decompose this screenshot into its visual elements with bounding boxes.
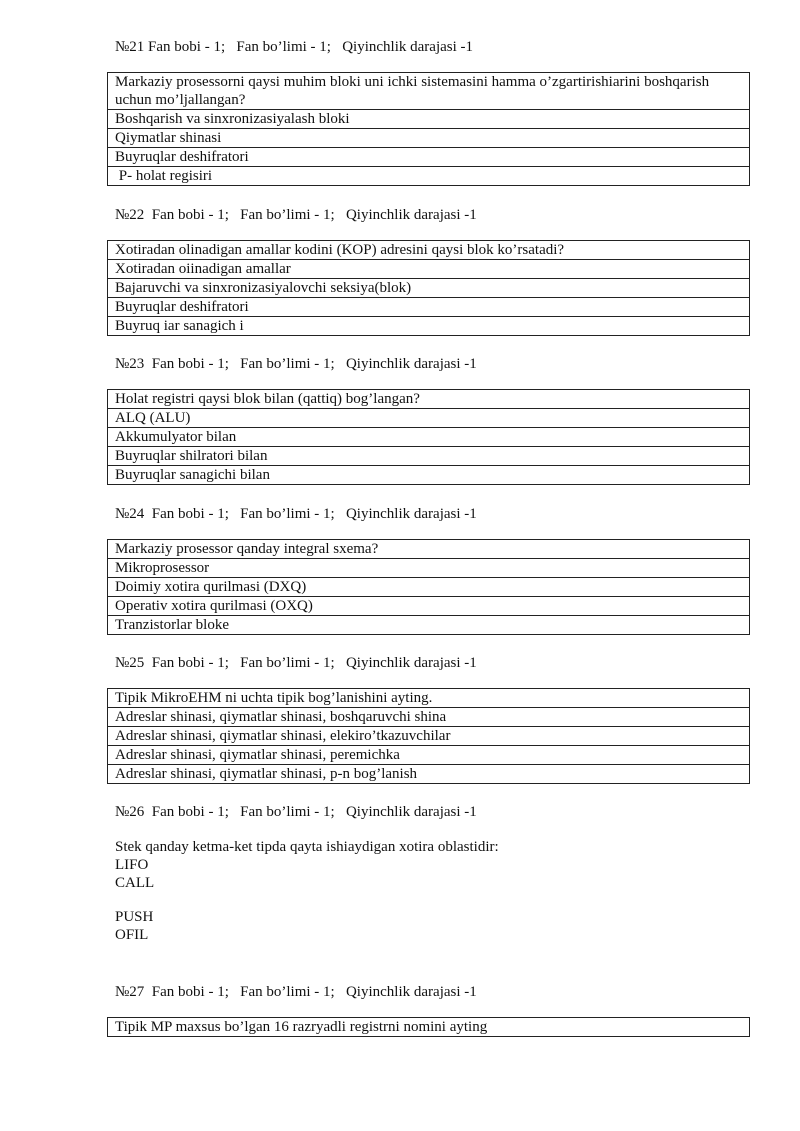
question-table <box>107 389 750 485</box>
question-header: №23 Fan bobi - 1; Fan bo’limi - 1; Qiyinchlik darajasi -1 <box>115 356 477 372</box>
answer-option: PUSH <box>115 909 154 925</box>
answer-option: Buyruqlar shilratori bilan <box>108 447 750 466</box>
answer-option: Buyruqlar sanagichi bilan <box>108 466 750 485</box>
question-text: Markaziy prosessorni qaysi muhim bloki uni ichki sistemasini hamma o’zgartirishiarini boshqarish uchun mo’ljallangan? <box>108 73 750 110</box>
answer-option: Mikroprosessor <box>108 559 750 578</box>
answer-option: Bajaruvchi va sinxronizasiyalovchi seksiya(blok) <box>108 279 750 298</box>
question-text: Xotiradan olinadigan amallar kodini (KOP) adresini qaysi blok ko’rsatadi? <box>108 241 750 260</box>
answer-option: P- holat regisiri <box>108 167 750 186</box>
answer-option: Boshqarish va sinxronizasiyalash bloki <box>108 110 750 129</box>
question-header: №22 Fan bobi - 1; Fan bo’limi - 1; Qiyinchlik darajasi -1 <box>115 207 477 223</box>
answer-option: Doimiy xotira qurilmasi (DXQ) <box>108 578 750 597</box>
question-header: №27 Fan bobi - 1; Fan bo’limi - 1; Qiyinchlik darajasi -1 <box>115 984 477 1000</box>
question-table <box>107 688 750 784</box>
answer-option: Qiymatlar shinasi <box>108 129 750 148</box>
question-header: №21 Fan bobi - 1; Fan bo’limi - 1; Qiyinchlik darajasi -1 <box>115 39 474 55</box>
answer-option: Adreslar shinasi, qiymatlar shinasi, elekiro’tkazuvchilar <box>108 727 750 746</box>
answer-option: Adreslar shinasi, qiymatlar shinasi, boshqaruvchi shina <box>108 708 750 727</box>
answer-option: Operativ xotira qurilmasi (OXQ) <box>108 597 750 616</box>
answer-option: Buyruqlar deshifratori <box>108 298 750 317</box>
question-header: №25 Fan bobi - 1; Fan bo’limi - 1; Qiyinchlik darajasi -1 <box>115 655 477 671</box>
answer-option: Xotiradan oiinadigan amallar <box>108 260 750 279</box>
question-text: Holat registri qaysi blok bilan (qattiq) bog’langan? <box>108 390 750 409</box>
answer-option: Adreslar shinasi, qiymatlar shinasi, peremichka <box>108 746 750 765</box>
answer-option: ALQ (ALU) <box>108 409 750 428</box>
answer-option: Adreslar shinasi, qiymatlar shinasi, p-n bog’lanish <box>108 765 750 784</box>
question-table <box>107 1017 750 1037</box>
answer-option: LIFO <box>115 857 149 873</box>
question-header: №26 Fan bobi - 1; Fan bo’limi - 1; Qiyinchlik darajasi -1 <box>115 804 477 820</box>
answer-option: Buyruq iar sanagich i <box>108 317 750 336</box>
answer-option: CALL <box>115 875 155 891</box>
question-table <box>107 539 750 635</box>
question-text: Markaziy prosessor qanday integral sxema? <box>108 540 750 559</box>
question-header: №24 Fan bobi - 1; Fan bo’limi - 1; Qiyinchlik darajasi -1 <box>115 506 477 522</box>
answer-option: Tranzistorlar bloke <box>108 616 750 635</box>
question-block <box>115 908 153 944</box>
question-table <box>107 72 750 186</box>
question-block <box>115 838 499 892</box>
question-table <box>107 240 750 336</box>
answer-option: OFIL <box>115 927 149 943</box>
answer-option: Akkumulyator bilan <box>108 428 750 447</box>
question-text: Stek qanday ketma-ket tipda qayta ishiaydigan xotira oblastidir: <box>115 839 499 855</box>
answer-option: Buyruqlar deshifratori <box>108 148 750 167</box>
question-text: Tipik MP maxsus bo’lgan 16 razryadli registrni nomini ayting <box>108 1018 750 1037</box>
question-text: Tipik MikroEHM ni uchta tipik bog’lanishini ayting. <box>108 689 750 708</box>
